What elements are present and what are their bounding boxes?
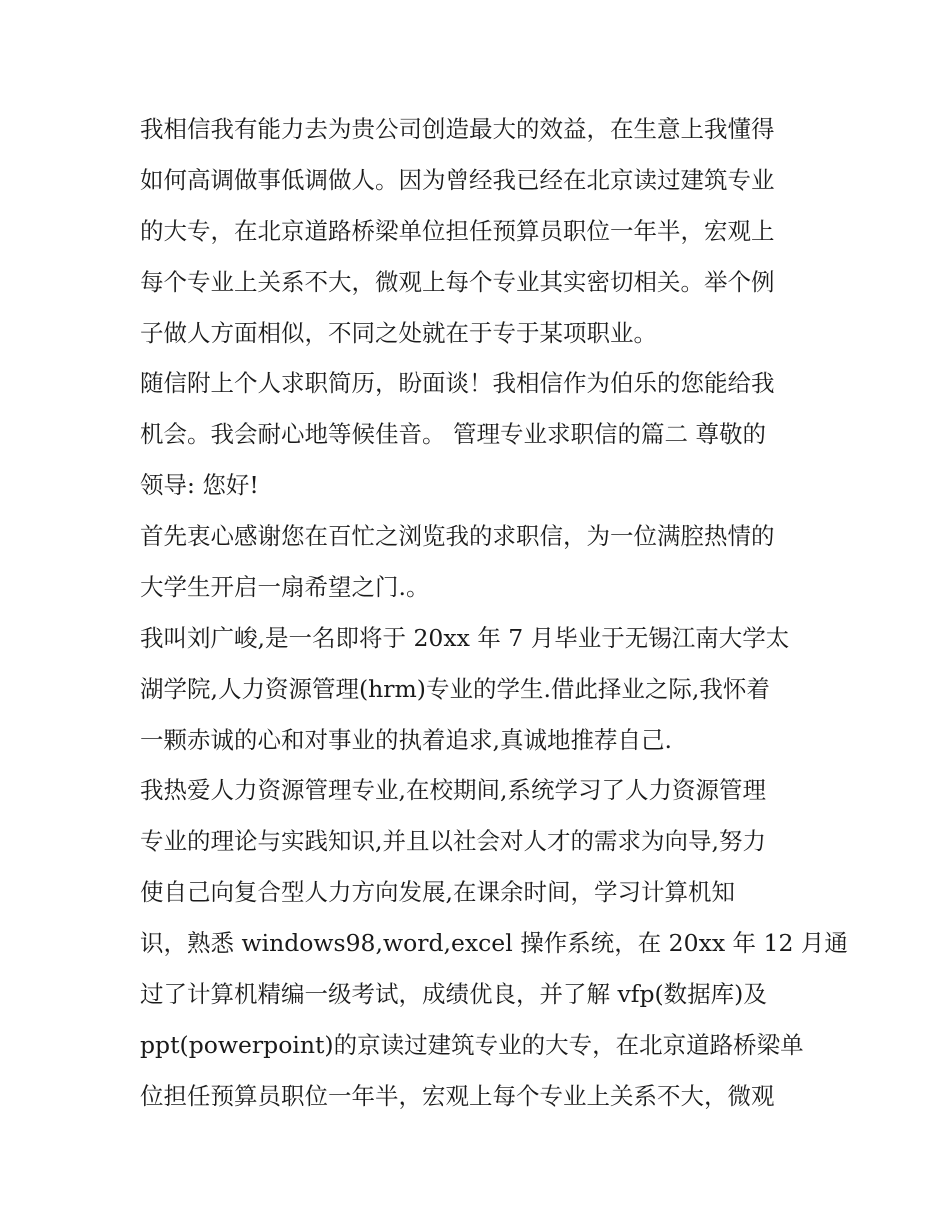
text-line: 随信附上个人求职简历，盼面谈！我相信作为伯乐的您能给我 [140,369,775,397]
text-line: 子做人方面相似，不同之处就在于专于某项职业。 [140,319,657,347]
text-line: 识，熟悉 windows98,word,excel 操作系统，在 20xx 年 12 月通 [140,929,848,957]
text-line: 领导: 您好! [140,471,259,499]
text-line: 专业的理论与实践知识,并且以社会对人才的需求为向导,努力 [140,827,766,855]
text-line: 机会。我会耐心地等候佳音。 管理专业求职信的篇二 尊敬的 [140,420,766,448]
text-line: 湖学院,人力资源管理(hrm)专业的学生.借此择业之际,我怀着 [140,675,770,703]
text-line: ppt(powerpoint)的京读过建筑专业的大专，在北京道路桥梁单 [140,1031,804,1059]
text-line: 的大专，在北京道路桥梁单位担任预算员职位一年半，宏观上 [140,217,775,245]
text-line: 我叫刘广峻,是一名即将于 20xx 年 7 月毕业于无锡江南大学太 [140,624,790,652]
text-line: 过了计算机精编一级考试，成绩优良，并了解 vfp(数据库)及 [140,980,767,1008]
text-line: 我热爱人力资源管理专业,在校期间,系统学习了人力资源管理 [140,776,766,804]
text-line: 首先衷心感谢您在百忙之浏览我的求职信，为一位满腔热情的 [140,522,775,550]
text-line: 大学生开启一扇希望之门.。 [140,573,430,601]
text-line: 每个专业上关系不大，微观上每个专业其实密切相关。举个例 [140,268,775,296]
text-line: 一颗赤诚的心和对事业的执着追求,真诚地推荐自己. [140,726,672,754]
text-line: 我相信我有能力去为贵公司创造最大的效益，在生意上我懂得 [140,115,775,143]
text-line: 如何高调做事低调做人。因为曾经我已经在北京读过建筑专业 [140,166,775,194]
text-line: 使自己向复合型人力方向发展,在课余时间，学习计算机知 [140,878,735,906]
text-line: 位担任预算员职位一年半，宏观上每个专业上关系不大，微观 [140,1082,775,1110]
